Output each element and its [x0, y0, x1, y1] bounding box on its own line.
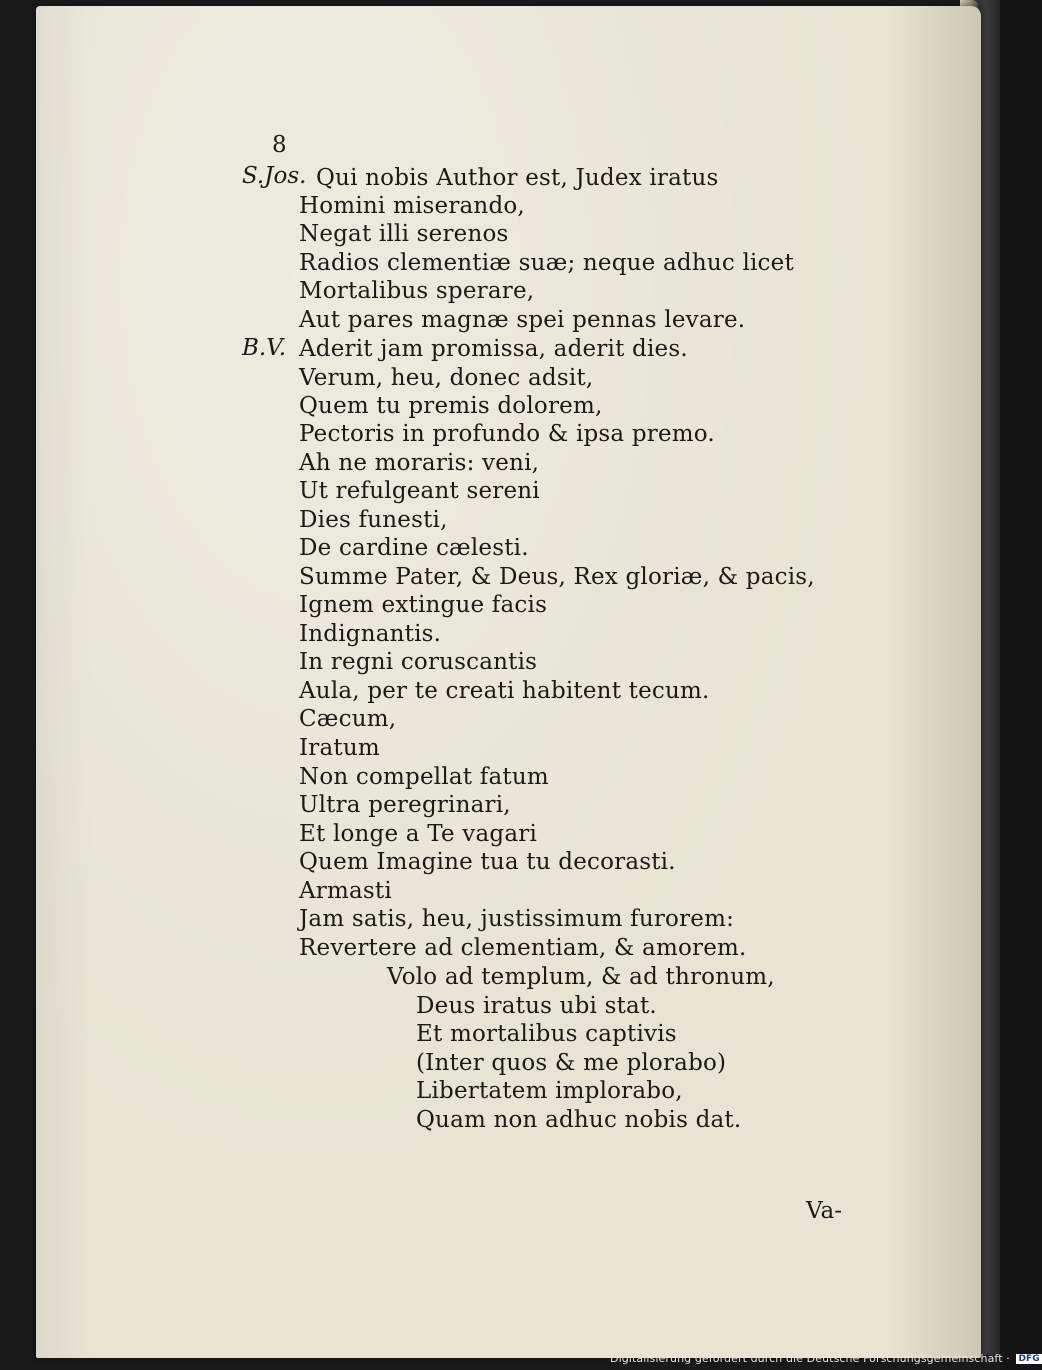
verse-line: (Inter quos & me plorabo) — [416, 1050, 727, 1076]
verse-line: Volo ad templum, & ad thronum, — [387, 964, 775, 990]
verse-line: Aut pares magnæ spei pennas levare. — [299, 307, 746, 333]
verse-line: Indignantis. — [299, 621, 442, 647]
verse-line: Revertere ad clementiam, & amorem. — [299, 935, 747, 961]
verse-line: Radios clementiæ suæ; neque adhuc licet — [299, 250, 794, 276]
verse-line: Deus iratus ubi stat. — [416, 993, 657, 1019]
verse-line: Cæcum, — [299, 706, 397, 732]
verse-line: Dies funesti, — [299, 507, 448, 533]
verse-line: Aula, per te creati habitent tecum. — [299, 678, 710, 704]
verse-line: Pectoris in profundo & ipsa premo. — [299, 421, 715, 447]
speaker-label: S.Jos. — [242, 163, 307, 189]
page-number: 8 — [272, 132, 287, 158]
verse-line: Armasti — [299, 878, 392, 904]
verse-line: Et longe a Te vagari — [299, 821, 537, 847]
verse-line: Libertatem implorabo, — [416, 1078, 683, 1104]
verse-line: Quam non adhuc nobis dat. — [416, 1107, 742, 1133]
verse-line: Non compellat fatum — [299, 764, 549, 790]
verse-line: Ignem extingue facis — [299, 592, 548, 618]
verse-line: Ut refulgeant sereni — [299, 478, 540, 504]
verse-line: Et mortalibus captivis — [416, 1021, 677, 1047]
verse-line: De cardine cælesti. — [299, 535, 529, 561]
verse-line: Negat illi serenos — [299, 221, 509, 247]
catchword: Va- — [806, 1198, 842, 1224]
verse-line: Jam satis, heu, justissimum furorem: — [299, 906, 735, 932]
verse-line: Iratum — [299, 735, 380, 761]
verse-line: Quem Imagine tua tu decorasti. — [299, 849, 676, 875]
verse-line: Ah ne moraris: veni, — [299, 450, 540, 476]
verse-line: Summe Pater, & Deus, Rex gloriæ, & pacis, — [299, 564, 815, 590]
verse-line: Homini miserando, — [299, 193, 525, 219]
verse-line: Qui nobis Author est, Judex iratus — [316, 165, 719, 191]
verse-line: In regni coruscantis — [299, 649, 538, 675]
verse-line: Verum, heu, donec adsit, — [299, 365, 594, 391]
digitization-credit — [610, 1352, 1042, 1365]
verse-line: Aderit jam promissa, aderit dies. — [299, 336, 688, 362]
verse-line: Ultra peregrinari, — [299, 792, 511, 818]
verse-line: Mortalibus sperare, — [299, 278, 535, 304]
dfg-logo: DFG — [1018, 1354, 1040, 1364]
verse-line: Quem tu premis dolorem, — [299, 393, 603, 419]
credit-text: Digitalisierung gefördert durch die Deutsche Forschungsgemeinschaft · — [610, 1352, 1010, 1365]
speaker-label: B.V. — [242, 335, 287, 361]
